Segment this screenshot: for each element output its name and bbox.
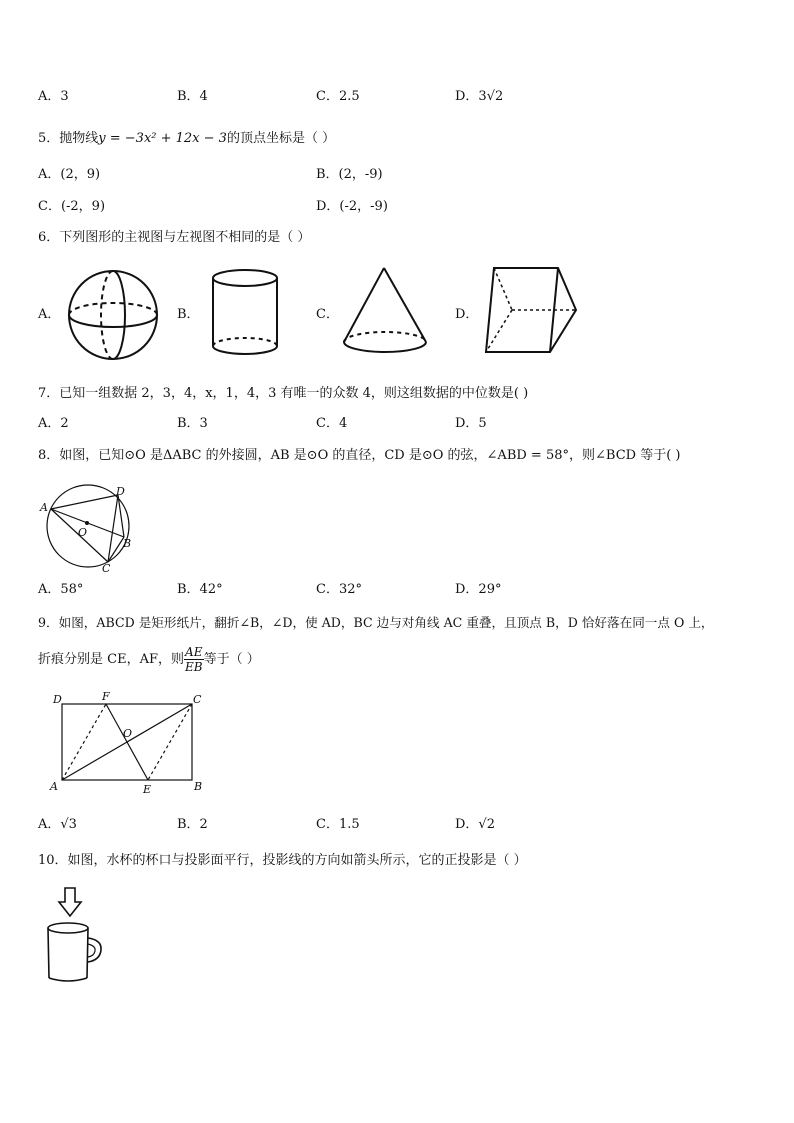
fraction-denominator: EB xyxy=(184,660,203,674)
label-o: O xyxy=(123,727,133,740)
q5-stem xyxy=(38,131,335,147)
q7-option-a: A．2 xyxy=(38,416,69,431)
q4-option-b: B．4 xyxy=(177,89,208,104)
q4-option-a: A．3 xyxy=(38,89,69,104)
label-a: A xyxy=(50,780,58,793)
q8-stem: 8．如图，已知⊙O 是ΔABC 的外接圆，AB 是⊙O 的直径，CD 是⊙O 的弦，∠ABD = 58°，则∠BCD 等于( ) xyxy=(38,448,681,463)
prism-figure xyxy=(480,266,580,358)
q5-option-c: C．(-2，9) xyxy=(38,199,106,214)
circle-figure xyxy=(38,482,138,574)
q8-option-d: D．29° xyxy=(455,582,502,597)
label-o: O xyxy=(78,526,88,539)
q9-stem-prefix: 折痕分别是 CE，AF，则 xyxy=(38,652,184,667)
q5-option-d: D．(-2，-9) xyxy=(316,199,388,214)
label-d: D xyxy=(116,485,125,498)
q5-option-b: B．(2，-9) xyxy=(316,167,383,182)
q6-option-b: B． xyxy=(177,307,200,322)
q8-option-a: A．58° xyxy=(38,582,84,597)
q6-option-d: D． xyxy=(455,307,479,322)
down-arrow-icon xyxy=(59,888,81,916)
q5-option-a: A．(2，9) xyxy=(38,167,101,182)
q7-option-b: B．3 xyxy=(177,416,208,431)
sphere-figure xyxy=(66,270,162,362)
fraction-numerator: AE xyxy=(185,645,203,659)
cup-figure xyxy=(44,886,108,990)
q9-stem-line2 xyxy=(38,642,260,678)
q4-option-d: D．3√2 xyxy=(455,89,504,104)
q6-option-a: A． xyxy=(38,307,61,322)
label-a: A xyxy=(40,501,48,514)
label-c: C xyxy=(102,562,111,575)
rectangle-figure xyxy=(48,690,208,800)
q9-stem-line1: 9．如图，ABCD 是矩形纸片，翻折∠B，∠D，使 AD，BC 边与对角线 AC 重叠，且顶点 B，D 恰好落在同一点 O 上， xyxy=(38,615,714,630)
q9-option-a: A．√3 xyxy=(38,817,77,832)
label-b: B xyxy=(123,537,132,550)
q9-option-b: B．2 xyxy=(177,817,208,832)
q7-stem: 7．已知一组数据 2，3，4，x，1，4，3 有唯一的众数 4，则这组数据的中位数是( ) xyxy=(38,386,529,401)
cylinder-figure xyxy=(210,268,282,360)
q9-stem-suffix: 等于（ ） xyxy=(203,652,260,667)
q4-option-c: C．2.5 xyxy=(316,89,360,104)
q5-equation: y = −3x² + 12x − 3 xyxy=(98,131,227,146)
q5-stem-prefix: 5．抛物线 xyxy=(38,131,99,146)
label-f: F xyxy=(102,690,110,703)
cone-figure xyxy=(340,266,432,358)
q6-stem: 6．下列图形的主视图与左视图不相同的是（ ） xyxy=(38,230,311,245)
label-c: C xyxy=(193,693,202,706)
label-e: E xyxy=(143,783,152,796)
q8-option-c: C．32° xyxy=(316,582,362,597)
q10-stem: 10．如图，水杯的杯口与投影面平行，投影线的方向如箭头所示，它的正投影是（ ） xyxy=(38,853,527,868)
ratio-fraction xyxy=(184,645,204,674)
q5-stem-suffix: 的顶点坐标是（ ） xyxy=(226,131,336,146)
q6-option-c: C． xyxy=(316,307,339,322)
q8-option-b: B．42° xyxy=(177,582,223,597)
q7-option-d: D．5 xyxy=(455,416,487,431)
label-b: B xyxy=(194,780,203,793)
q7-option-c: C．4 xyxy=(316,416,348,431)
q9-option-d: D．√2 xyxy=(455,817,495,832)
q9-option-c: C．1.5 xyxy=(316,817,360,832)
label-d: D xyxy=(53,693,62,706)
